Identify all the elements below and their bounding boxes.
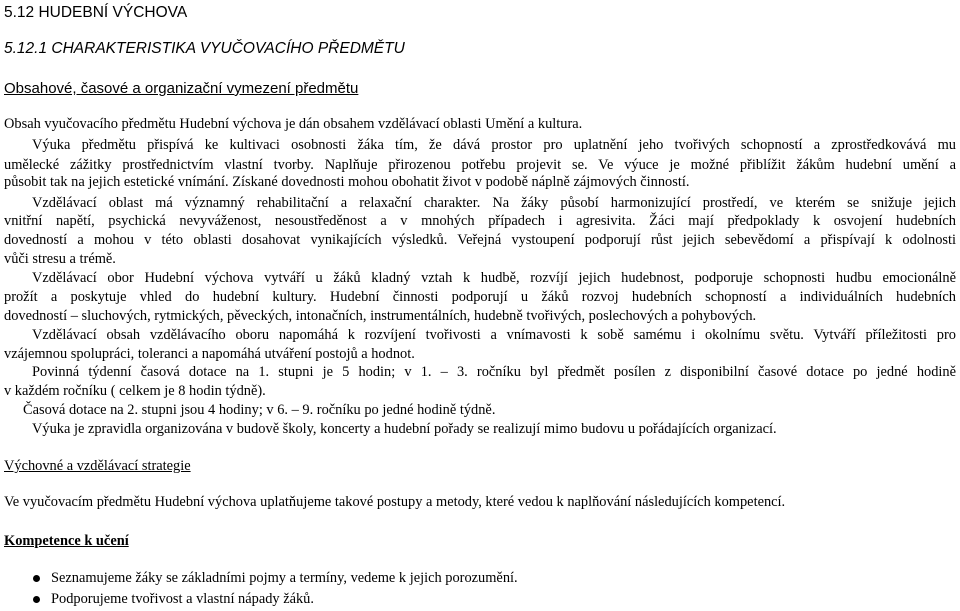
subsection-heading: 5.12.1 CHARAKTERISTIKA VYUČOVACÍHO PŘEDMĚTU [4, 40, 405, 57]
bullet-icon [33, 596, 40, 603]
paragraph-line: vůči stresu a trémě. [4, 251, 116, 267]
paragraph-line: Časová dotace na 2. stupni jsou 4 hodiny; v 6. – 9. ročníku po jedné hodině týdně. [23, 402, 496, 418]
paragraph-line: v každém ročníku ( celkem je 8 hodin týdně). [4, 383, 266, 399]
section-heading: 5.12 HUDEBNÍ VÝCHOVA [4, 4, 188, 21]
paragraph-line: Obsah vyučovacího předmětu Hudební výchova je dán obsahem vzdělávací oblasti Umění a kultura. [4, 116, 583, 132]
paragraph-line: vzájemnou spolupráci, toleranci a napomáhá utváření postojů a hodnot. [4, 346, 415, 362]
paragraph-line: Vzdělávací oblast má významný rehabilitační a relaxační charakter. Na žáky působí harmonizující prostředí, ve kterém se snižuje jejich [32, 195, 956, 211]
list-item-text: Podporujeme tvořivost a vlastní nápady žáků. [51, 591, 314, 607]
paragraph-line: Povinná týdenní časová dotace na 1. stupni je 5 hodin; v 1. – 3. ročníku byl předmět posílen z disponibilní časové dotace po jedné hodině [32, 364, 956, 380]
bullet-icon [33, 575, 40, 582]
paragraph-line: Vzdělávací obsah vzdělávacího oboru napomáhá k rozvíjení tvořivosti a vnímavosti k sobě samému i okolnímu světu. Vytváří příležitosti pro [32, 327, 956, 343]
strategy-text: Ve vyučovacím předmětu Hudební výchova uplatňujeme takové postupy a metody, které vedou k naplňování následujících kompetencí. [4, 494, 786, 510]
paragraph-line: Vzdělávací obor Hudební výchova vytváří u žáků kladný vztah k hudbě, rozvíjí jejich hudebnost, podporuje schopnosti hudbu emocionálně [32, 270, 956, 286]
list-item-text: Seznamujeme žáky se základními pojmy a termíny, vedeme k jejich porozumění. [51, 570, 518, 586]
strategy-title: Výchovné a vzdělávací strategie [4, 458, 191, 474]
paragraph-line: Výuka předmětu přispívá ke kultivaci osobnosti žáka tím, že dává prostor pro uplatnění jeho tvořivých schopností a zprostředkovává mu [32, 137, 956, 153]
paragraph-line: prožít a poskytuje vhled do hudební kultury. Hudební činnosti podporují u žáků rozvoj hudebních schopností a individuálních hudebních [4, 289, 956, 305]
paragraph-line: dovedností – sluchových, rytmických, pěveckých, intonačních, instrumentálních, hudebně tvořivých, poslechových a pohybových. [4, 308, 757, 324]
content-title: Obsahové, časové a organizační vymezení předmětu [4, 80, 359, 97]
paragraph-line: umělecké zážitky prostřednictvím vlastní tvorby. Naplňuje přirozenou potřebu projevit se. Ve výuce je možné přiblížit žákům hudební umění a [4, 157, 956, 173]
competence-title: Kompetence k učení [4, 533, 129, 549]
paragraph-line: Výuka je zpravidla organizována v budově školy, koncerty a hudební pořady se realizují mimo budovu u pořádajících organizací. [32, 421, 777, 437]
paragraph-line: dovedností a mohou v této oblasti dosahovat vynikajících výsledků. Veřejná vystoupení podporují růst jejich sebevědomí a přispívají k odolnosti [4, 232, 956, 248]
paragraph-line: působit tak na jejich estetické vnímání. Získané dovednosti mohou obohatit život v podobě náplně zájmových činností. [4, 174, 690, 190]
paragraph-line: vnitřní napětí, psychická nevyváženost, nesoustředěnost a v mnohých případech i agresivita. Žáci mají předpoklady k osvojení hudebních [4, 213, 956, 229]
